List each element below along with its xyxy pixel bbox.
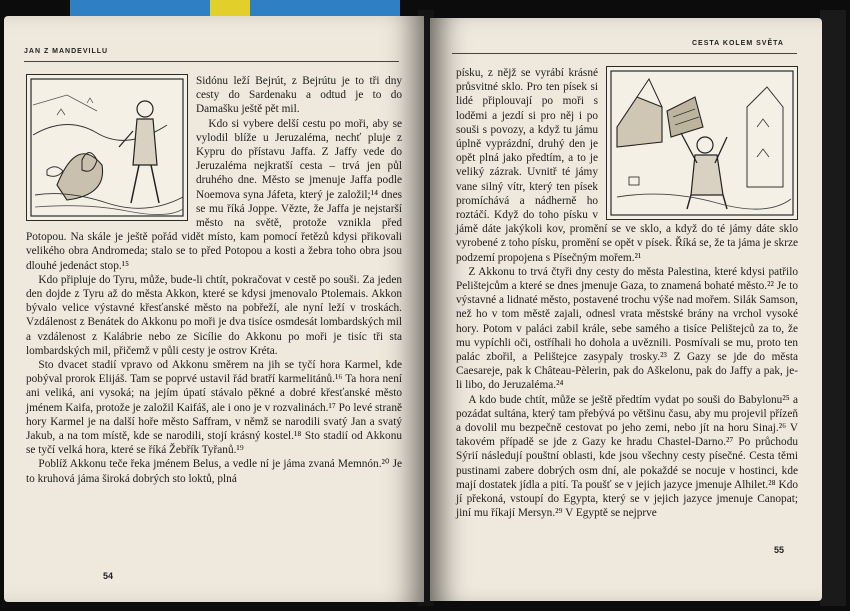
page-edges [820, 10, 846, 606]
header-rule-right [452, 53, 797, 54]
woodcut-figure-icon [27, 75, 187, 220]
right-page [430, 18, 822, 601]
running-head-left: JAN Z MANDEVILLU [24, 48, 109, 55]
running-head-right: CESTA KOLEM SVĚTA [692, 40, 784, 47]
header-rule-left [24, 61, 399, 62]
paragraph: Poblíž Akkonu teče řeka jménem Belus, a vedle ní je jáma zvaná Memnón.²⁰ Je to kruhová jáma široká dobrých sto loktů, plná [26, 458, 402, 485]
woodcut-samson-gates [606, 66, 798, 220]
paragraph: Sto dvacet stadií vpravo od Akkonu směrem na jih se tyčí hora Karmel, kde pobýval prorok Elijáš. Tam se poprvé ustavil řád bratří karmelitánů.¹⁶ Ta hora není ani veliká, ani vysoká; na jejím úpatí stávalo pěkné a dobré křesťanské město jménem Kaifa, protože je založil Kaifáš, ale i ono je v rozvalinách.¹⁷ Po levé straně hory Karmel je na další hoře město Saffram, v němž se narodili svatý Jan a svatý Jakub, a na tom místě, kde se narodili, stojí krásný kostel.¹⁸ Sto stadií od Akkonu se tyčí velká hora, které se říká Žebřík Tyřanů.¹⁹ [26, 359, 402, 457]
woodcut-traveler-by-sea [26, 74, 188, 221]
paragraph: Sidónu leží Bejrút, z Bejrútu je to tři dny cesty do Sardenaku a odtud je to do Damašku ještě pět mil. [196, 75, 402, 116]
paragraph: A kdo bude chtít, může se ještě předtím vydat po souši do Babylonu²⁵ a pozádat sultána, který tam přebývá po většinu času, aby mu projevil přízeň a dovolil mu bezpečně cestovat po jeho zemi, nebo jít na horu Sinaj.²⁶ V takovém případě se jde z Gazy ke hradu Chastel-Darno.²⁷ Po průchodu Sýrií následují pouštní oblasti, kde jsou všechny cesty písečné. Cesta těmi pustinami zabere dobrých osm dní, ale pokaždé se nocuje v hostinci, kde mají dostatek jídla a pití. Ta poušť se v jejich jazyce jmenuje Alhilet.²⁸ Kdo jí překoná, vstoupí do Egypta, který se v jejich jazyce jmenuje Canopat; jiní mu říkají Mersyn.²⁹ V Egyptě se nejprve [456, 393, 798, 520]
left-page-text [26, 74, 402, 486]
right-page-text [456, 66, 798, 521]
paragraph: Z Akkonu to trvá čtyři dny cesty do města Palestina, které kdysi patřilo Pelištejcům a které se dnes jmenuje Gaza, to znamená bohaté město.²² Je to výstavné a lidnaté město, postavené trochu výše nad mořem. Silák Samson, než ho v tom městě zajali, odnesl vrata městské brány na vrchol vysoké hory. Potom v paláci zabil krále, sebe samého a tisíce Pelištejců za to, že mu vypíchli oči, ostříhali ho dohola a uvěznili. Posmívali se mu, proto ten palác zbořil, a Pelištejce zasypaly trosky.²³ Z Gazy se jde do města Caesareje, pak k Château-Pèlerin, pak do Aškelonu, pak do Jaffy a pak, je-li libo, do Jeruzaléma.²⁴ [456, 265, 798, 392]
left-page [4, 16, 424, 602]
paragraph: Kdo připluje do Tyru, může, bude-li chtít, pokračovat v cestě po souši. Za jeden den dojde z Tyru až do města Akkon, které se kdysi jmenovalo Ptolemais. Akkon bývalo velice výstavné křesťanské město na pobřeží, ale nyní leží v troskách. Vzdálenost z Benátek do Akkonu po moři je dva tisíce osmdesát lombardských mil a vzdálenost z Kalábrie nebo ze Sicílie do Akkonu po moři je tisíc tři sta lombardských mil, přičemž v půli cesty je ostrov Kréta. [26, 273, 402, 357]
page-number-right: 55 [774, 545, 785, 555]
page-number-left: 54 [103, 571, 114, 581]
paragraph: písku, z nějž se vyrábí krásné průsvitné sklo. Pro ten písek si lidé připlouvají po moři s loděmi a jezdí si pro něj i po souši s povozy, a když tu jámu úplně vyprázdní, druhý den je opět plná jako předtím, a to je veliký zázrak. Uvnitř té jámy vane silný vítr, který ten písek promíchává a nádherně ho roztáčí. Když do toho písku v jámě dáte jakýkoli kov, promění se ve sklo, a když do té jámy dáte sklo vyrobené z toho písku, promění se opět v písek. Říká se, že ta jáma je skrze podzemí propojena s Písečným mořem.²¹ [456, 67, 798, 264]
woodcut-samson-icon [607, 67, 797, 219]
paragraph: Kdo si vybere delší cestu po moři, aby se vylodil blíže u Jeruzaléma, nechť pluje z Kypru do přístavu Jaffa. Z Jaffy vede do Jeruzaléma nejkratší cesta – trvá jen půl druhého dne. Město se jmenuje Jaffa podle Noemova syna Jáfeta, který je založil;¹⁴ dnes se mu říká Joppe. Vězte, že Jaffa je nejstarší město na světě, protože vznikla před Potopou. Na skále je ještě pořád vidět místo, kam pomocí řetězů kdysi přikovali velikého obra Andromeda; stalo se to před Potopou a kosti a žebra toho obra jsou dlouhé jedenáct stop.¹⁵ [26, 117, 402, 272]
